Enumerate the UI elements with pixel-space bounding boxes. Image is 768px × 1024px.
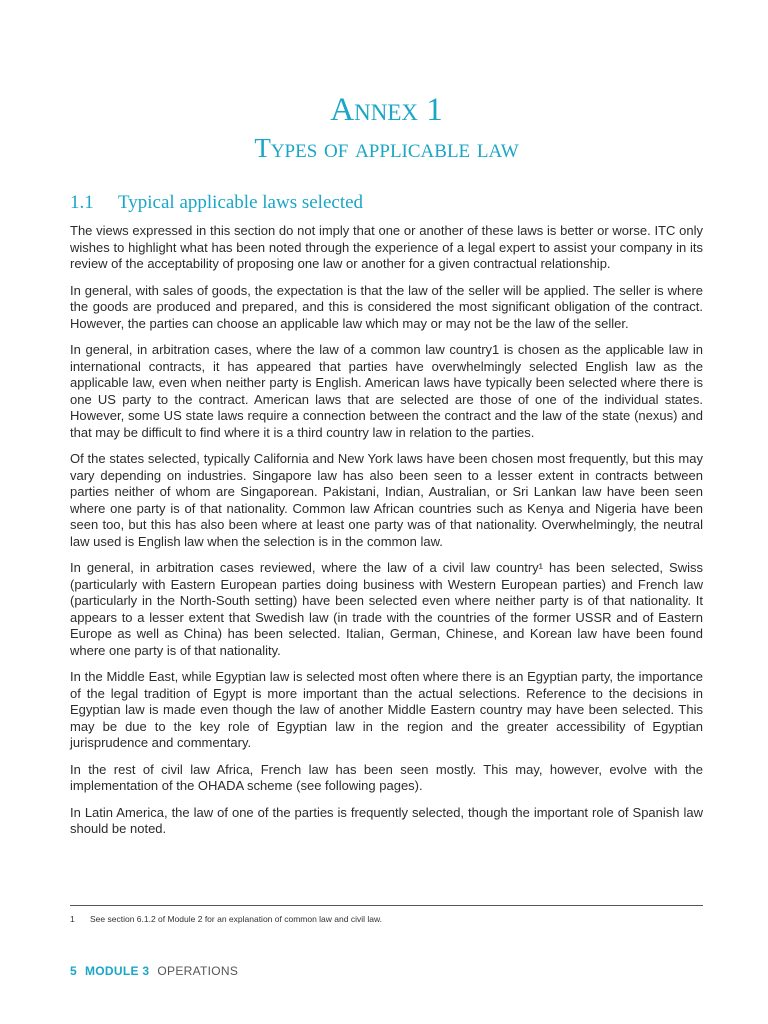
page-footer	[70, 963, 238, 979]
footnote-text: See section 6.1.2 of Module 2 for an explanation of common law and civil law.	[90, 914, 383, 924]
paragraph-sales-of-goods: In general, with sales of goods, the expectation is that the law of the seller will be applied. The seller is where the goods are produced and prepared, and this is considered the most significant obligation of the contract. However, the parties can choose an applicable law which may or may not be the law of the seller.	[70, 282, 703, 331]
body-text	[70, 223, 703, 848]
paragraph-civil-law-africa: In the rest of civil law Africa, French law has been seen mostly. This may, however, evolve with the implementation of the OHADA scheme (see following pages).	[70, 761, 703, 793]
document-page	[70, 0, 703, 1024]
paragraph-states-selected: Of the states selected, typically California and New York laws have been chosen most frequently, but this may vary depending on industries. Singapore law has also been seen to a lesser extent in contracts between parties neither of whom are Singaporean. Pakistani, Indian, Australian, or Sri Lankan law have been seen where one party is of that nationality. Common law African countries such as Kenya and Nigeria have been seen too, but this has also been where at least one party was of that nationality. Overwhelmingly, the neutral law used is English law when the selection is in the common law.	[70, 451, 703, 549]
section-title: Typical applicable laws selected	[118, 192, 364, 213]
paragraph-common-law: In general, in arbitration cases, where the law of a common law country1 is chosen as the applicable law in international contracts, it has appeared that parties have overwhelmingly selected English law as the applicable law, even when neither party is English. American laws have typically been selected where there is one US party to the contract. American laws that are selected are those of one of the individual states. However, some US state laws require a connection between the contract and the law of the state (nexus) and that may be difficult to find where it is a third country law in relation to the parties.	[70, 342, 703, 440]
paragraph-views: The views expressed in this section do not imply that one or another of these laws is better or worse. ITC only wishes to highlight what has been noted through the experience of a legal expert to assist your company in its review of the acceptability of proposing one law or another for a given contractual relationship.	[70, 223, 703, 271]
page-number: 5	[70, 964, 77, 978]
paragraph-civil-law: In general, in arbitration cases reviewed, where the law of a civil law country¹ has been selected, Swiss (particularly with Eastern European parties doing business with Western European parties) and French law (particularly in the North-South setting) have been selected even where neither party is of that nationality. It appears to a lesser extent that Swedish law (in trade with the countries of the former USSR and of Eastern Europe as well as China) has been selected. Italian, German, Chinese, and Korean law have been found where one party is of that nationality.	[70, 560, 703, 658]
footnote	[70, 914, 703, 925]
section-number: 1.1	[70, 192, 94, 213]
paragraph-middle-east: In the Middle East, while Egyptian law is selected most often where there is an Egyptian party, the importance of the legal tradition of Egypt is more important than the actual selections. Reference to the decisions in Egyptian law is made even though the law of another Middle Eastern country may have been selected. This may be due to the key role of Egyptian law in the region and the greater accessibility of Egyptian jurisprudence and commentary.	[70, 669, 703, 750]
footnote-divider	[70, 905, 703, 906]
annex-title: Annex 1	[330, 92, 443, 128]
operations-label: OPERATIONS	[157, 964, 239, 978]
footnote-number: 1	[70, 914, 75, 924]
annex-subtitle: Types of applicable law	[254, 133, 519, 163]
section-heading	[70, 190, 363, 216]
paragraph-latin-america: In Latin America, the law of one of the parties is frequently selected, though the important role of Spanish law should be noted.	[70, 804, 703, 836]
module-label: MODULE 3	[84, 964, 150, 978]
